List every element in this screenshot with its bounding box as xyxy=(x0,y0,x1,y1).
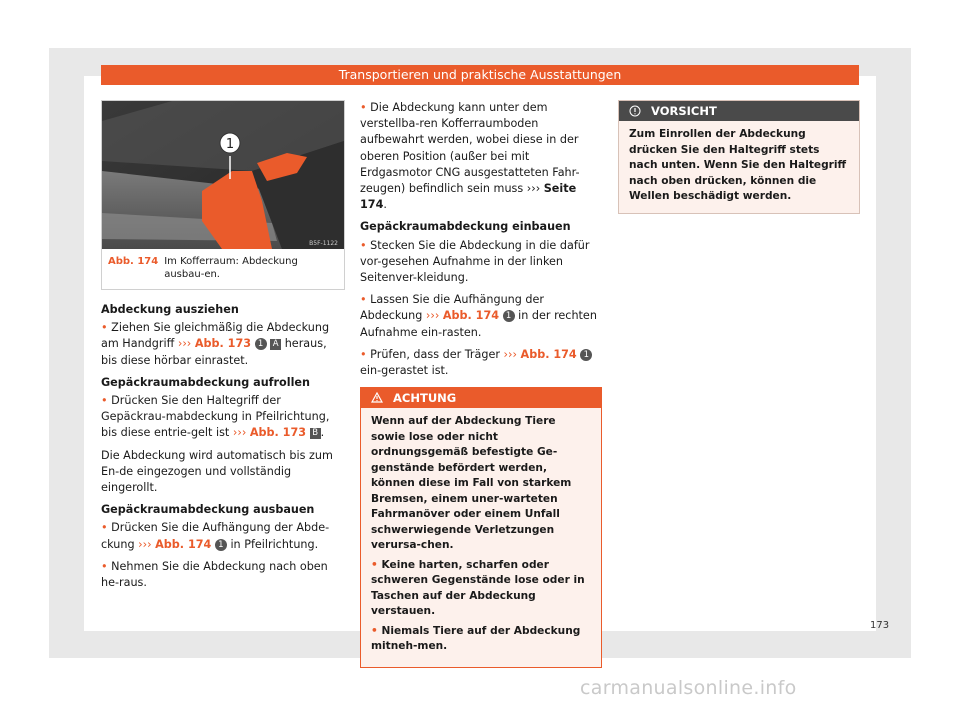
heading-ausbauen: Gepäckraumabdeckung ausbauen xyxy=(101,503,315,517)
figure-reference-link[interactable]: ››› Abb. 174 xyxy=(503,347,577,361)
heading-aufrollen: Gepäckraumabdeckung aufrollen xyxy=(101,375,310,389)
paragraph: Die Abdeckung wird automatisch bis zum En-de eingezogen und vollständig eingerollt. xyxy=(101,448,333,495)
watermark: carmanualsonline.info xyxy=(580,677,797,699)
caution-title: VORSICHT xyxy=(651,104,717,118)
callout-number: 1 xyxy=(255,338,267,350)
warning-box xyxy=(360,387,602,668)
warning-text: Wenn auf der Abdeckung Tiere sowie lose oder nicht ordnungsgemäß befestigte Ge-genstände befördert werden, können diese im Fall von starkem Bremsen, einem uner-warteten Fahrmanöver oder einem Unfall schwerwiegende Verletzungen verursa-chen. xyxy=(371,415,572,552)
heading-abdeckung-ausziehen: Abdeckung ausziehen xyxy=(101,303,239,316)
caution-body: Zum Einrollen der Abdeckung drücken Sie den Haltegriff stets nach unten. Wenn Sie den Haltegriff nach oben drücken, können die Wellen beschädigt werden. xyxy=(619,121,859,213)
figure-caption xyxy=(102,249,344,285)
column-middle xyxy=(360,100,602,668)
column-right xyxy=(618,100,860,214)
figure-reference-link[interactable]: ››› Abb. 173 xyxy=(177,337,252,351)
warning-triangle-icon xyxy=(371,391,393,405)
callout-1-label: 1 xyxy=(225,137,235,152)
list-item: • Stecken Sie die Abdeckung in die dafür vor-gesehen Aufnahme in der linken Seitenver-kleidung. xyxy=(360,238,590,285)
warning-body xyxy=(361,408,601,667)
list-item: • Ziehen Sie gleichmäßig die Abdeckung am Handgriff ››› Abb. 173 1 A heraus, bis diese hörbar einrastet. xyxy=(101,321,330,367)
column-left xyxy=(101,300,345,597)
list-item: • Prüfen, dass der Träger ››› Abb. 174 1 ein-gerastet ist. xyxy=(360,347,602,379)
list-item: • Niemals Tiere auf der Abdeckung mitneh-men. xyxy=(371,624,581,653)
caution-box xyxy=(618,100,860,214)
callout-number: 1 xyxy=(580,349,592,361)
callout-letter: B xyxy=(310,428,321,439)
figure-reference-link[interactable]: ››› Abb. 174 xyxy=(138,537,212,551)
list-item: • Drücken Sie die Aufhängung der Abde-ckung ››› Abb. 174 1 in Pfeilrichtung. xyxy=(101,521,330,551)
warning-header xyxy=(361,388,601,408)
heading-einbauen: Gepäckraumabdeckung einbauen xyxy=(360,220,571,234)
list-item: • Nehmen Sie die Abdeckung nach oben he-raus. xyxy=(101,559,328,590)
page-header: Transportieren und praktische Ausstattungen xyxy=(101,65,859,85)
callout-letter: A xyxy=(270,339,281,350)
list-item: • Drücken Sie den Haltegriff der Gepäckrau-mabdeckung in Pfeilrichtung, bis diese entrie-gelt ist ››› Abb. 173 B . xyxy=(101,394,330,440)
info-circle-icon xyxy=(629,104,651,118)
callout-number: 1 xyxy=(503,310,515,322)
callout-number: 1 xyxy=(215,539,227,551)
page-reference-link[interactable]: ››› Seite 174 xyxy=(360,182,577,212)
figure-reference-link[interactable]: ››› Abb. 174 xyxy=(425,309,500,323)
caption-text: Im Kofferraum: Abdeckung ausbau-en. xyxy=(164,256,298,280)
page-number: 173 xyxy=(870,620,890,631)
warning-title: ACHTUNG xyxy=(393,391,457,406)
trunk-illustration xyxy=(102,101,344,249)
list-item: • Lassen Sie die Aufhängung der Abdeckung ››› Abb. 174 1 in der rechten Aufnahme ein-rasten. xyxy=(360,293,597,339)
list-item: • Keine harten, scharfen oder schweren Gegenstände lose oder in Taschen auf der Abdeckung verstauen. xyxy=(371,558,585,618)
figure-reference-link[interactable]: ››› Abb. 173 xyxy=(232,426,307,440)
caution-header xyxy=(619,101,859,121)
list-item: • Die Abdeckung kann unter dem verstellba-ren Kofferraumboden aufbewahrt werden, wobei diese in der oberen Position (außer bei mit Erdgasmotor CNG ausgestatteten Fahr-zeugen) befindlich sein muss ››› Seite 174. xyxy=(360,101,580,212)
figure-code: B5F-1122 xyxy=(309,240,338,247)
caption-label: Abb. 174 xyxy=(108,256,159,267)
figure-174 xyxy=(101,100,345,290)
